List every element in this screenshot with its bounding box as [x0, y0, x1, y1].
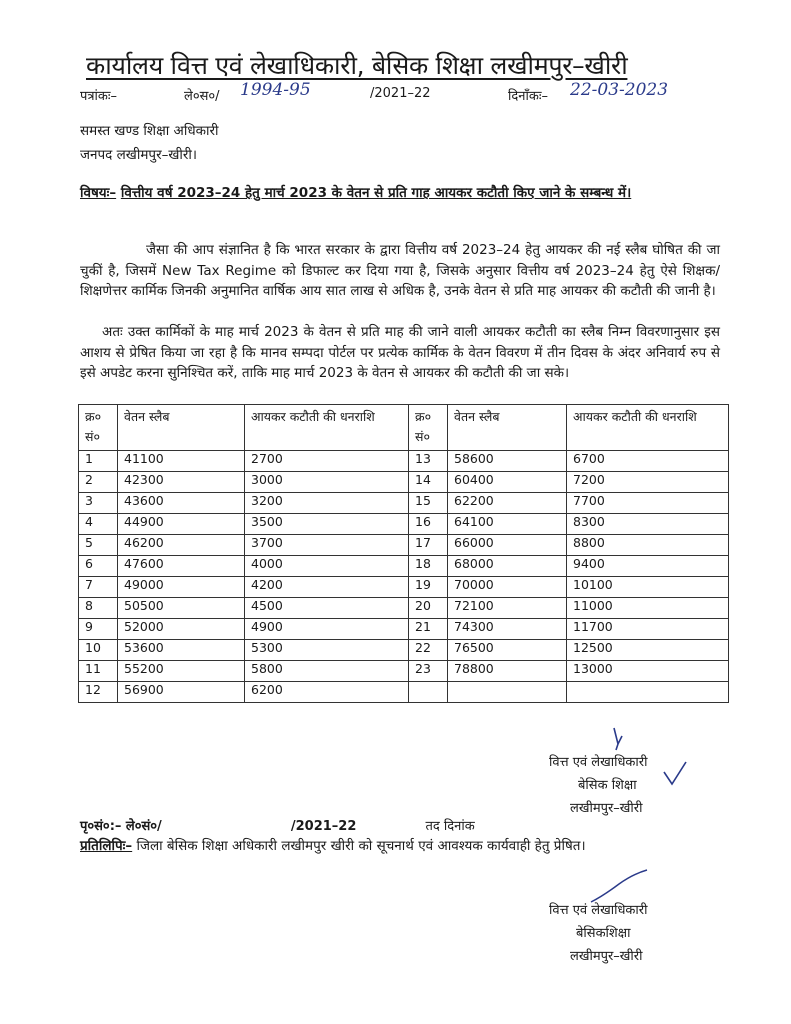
right-tax-amount-cell	[567, 682, 729, 703]
right-tax-amount-cell: 6700	[567, 451, 729, 472]
right-salary-slab-cell: 76500	[448, 640, 567, 661]
table-row	[79, 472, 729, 493]
right-tax-amount-cell: 9400	[567, 556, 729, 577]
dinank-label: दिनाँकः–	[508, 89, 548, 104]
left-tax-amount-cell: 4200	[245, 577, 409, 598]
left-salary-slab-cell: 49000	[118, 577, 245, 598]
right-salary-slab-cell: 62200	[448, 493, 567, 514]
left-salary-slab-cell: 55200	[118, 661, 245, 682]
left-serial-cell: 5	[79, 535, 118, 556]
left-tax-amount-cell: 6200	[245, 682, 409, 703]
right-serial-cell: 14	[409, 472, 448, 493]
right-serial-cell: 23	[409, 661, 448, 682]
signature-2-title: वित्त एवं लेखाधिकारी	[549, 903, 648, 918]
table-row	[79, 577, 729, 598]
copy-reference	[80, 816, 475, 834]
left-salary-slab-cell: 43600	[118, 493, 245, 514]
left-serial-cell: 12	[79, 682, 118, 703]
patrank-label: पत्रांकः–	[80, 89, 118, 104]
left-serial-cell: 4	[79, 514, 118, 535]
right-serial-cell: 19	[409, 577, 448, 598]
right-serial-cell: 17	[409, 535, 448, 556]
right-tax-amount-cell: 11700	[567, 619, 729, 640]
left-salary-slab-cell: 56900	[118, 682, 245, 703]
table-row	[79, 598, 729, 619]
left-serial-cell: 1	[79, 451, 118, 472]
table-row	[79, 493, 729, 514]
signature-1-dept: बेसिक शिक्षा	[578, 778, 637, 793]
right-tax-amount-cell: 11000	[567, 598, 729, 619]
left-tax-amount-cell: 3500	[245, 514, 409, 535]
right-salary-slab-cell: 60400	[448, 472, 567, 493]
right-tax-amount-cell: 12500	[567, 640, 729, 661]
paragraph-2: अतः उक्त कार्मिकों के माह मार्च 2023 के वेतन से प्रति माह की जाने वाली आयकर कटौती का स्लैब निम्न विवरणानुसार इस आशय से प्रेषित किया जा रहा है कि मानव सम्पदा पोर्टल पर प्रत्येक कार्मिक के वेतन विवरण में तीन दिवस के अंदर अनिवार्य रुप से इसे अपडेट करना सुनिश्चित करें, ताकि माह मार्च 2023 के वेतन से आयकर की कटौती की जा सके।	[80, 324, 720, 381]
right-tax-amount-cell: 10100	[567, 577, 729, 598]
recipient-line-1: समस्त खण्ड शिक्षा अधिकारी	[80, 123, 219, 139]
right-salary-slab-cell: 74300	[448, 619, 567, 640]
right-salary-slab-cell: 58600	[448, 451, 567, 472]
table-row	[79, 619, 729, 640]
right-salary-slab-cell	[448, 682, 567, 703]
left-tax-amount-cell: 3700	[245, 535, 409, 556]
left-tax-amount-cell: 4900	[245, 619, 409, 640]
recipient-line-2: जनपद लखीमपुर–खीरी।	[80, 147, 198, 163]
subject-text: वित्तीय वर्ष 2023–24 हेतु मार्च 2023 के वेतन से प्रति गाह आयकर कटौती किए जाने के सम्बन्ध में।	[120, 185, 632, 201]
left-tax-amount-cell: 2700	[245, 451, 409, 472]
header-salary-slab-left: वेतन स्लैब	[118, 405, 245, 451]
header-serial-left: क्र० सं०	[79, 405, 118, 451]
table-header-row	[79, 405, 729, 451]
left-salary-slab-cell: 50500	[118, 598, 245, 619]
left-serial-cell: 7	[79, 577, 118, 598]
copy-ref-label: पृ०सं०:– ले०सं०/	[80, 819, 162, 834]
right-salary-slab-cell: 72100	[448, 598, 567, 619]
copy-label: प्रतिलिपिः–	[80, 838, 133, 854]
left-serial-cell: 3	[79, 493, 118, 514]
right-tax-amount-cell: 7700	[567, 493, 729, 514]
left-serial-cell: 10	[79, 640, 118, 661]
right-serial-cell: 18	[409, 556, 448, 577]
signature-2-dept: बेसिकशिक्षा	[576, 926, 631, 941]
right-salary-slab-cell: 64100	[448, 514, 567, 535]
copy-text: जिला बेसिक शिक्षा अधिकारी लखीमपुर खीरी को सूचनार्थ एवं आवश्यक कार्यवाही हेतु प्रेषित।	[136, 838, 586, 854]
left-salary-slab-cell: 46200	[118, 535, 245, 556]
right-tax-amount-cell: 8800	[567, 535, 729, 556]
left-serial-cell: 9	[79, 619, 118, 640]
right-serial-cell	[409, 682, 448, 703]
header-salary-slab-right: वेतन स्लैब	[448, 405, 567, 451]
table-row	[79, 514, 729, 535]
right-salary-slab-cell: 66000	[448, 535, 567, 556]
right-tax-amount-cell: 8300	[567, 514, 729, 535]
signature-2-place: लखीमपुर–खीरी	[570, 949, 643, 964]
le-label: ले०स०/	[184, 89, 220, 104]
office-header: कार्यालय वित्त एवं लेखाधिकारी, बेसिक शिक्षा लखीमपुर–खीरी	[86, 51, 628, 80]
right-serial-cell: 22	[409, 640, 448, 661]
left-salary-slab-cell: 53600	[118, 640, 245, 661]
handwritten-date: 22-03-2023	[570, 80, 669, 100]
right-salary-slab-cell: 68000	[448, 556, 567, 577]
table-row	[79, 535, 729, 556]
subject	[80, 182, 720, 204]
right-salary-slab-cell: 78800	[448, 661, 567, 682]
left-tax-amount-cell: 5300	[245, 640, 409, 661]
right-tax-amount-cell: 13000	[567, 661, 729, 682]
copy-ref-year: /2021–22	[290, 819, 357, 834]
left-tax-amount-cell: 4500	[245, 598, 409, 619]
right-serial-cell: 15	[409, 493, 448, 514]
left-serial-cell: 2	[79, 472, 118, 493]
left-tax-amount-cell: 3200	[245, 493, 409, 514]
left-tax-amount-cell: 3000	[245, 472, 409, 493]
table-row	[79, 682, 729, 703]
right-tax-amount-cell: 7200	[567, 472, 729, 493]
copy-ref-date: तद दिनांक	[425, 819, 475, 834]
left-tax-amount-cell: 4000	[245, 556, 409, 577]
header-tax-amount-right: आयकर कटौती की धनराशि	[567, 405, 729, 451]
right-serial-cell: 21	[409, 619, 448, 640]
table-row	[79, 451, 729, 472]
tax-slab-table	[78, 404, 729, 703]
left-serial-cell: 8	[79, 598, 118, 619]
paragraph-1: जैसा की आप संज्ञानित है कि भारत सरकार के द्वारा वित्तीय वर्ष 2023–24 हेतु आयकर की नई स्लैब घोषित की जा चुकीं है, जिसमें New Tax Regime को डिफाल्ट कर दिया गया है, जिसके अनुसार वित्तीय वर्ष 2023–24 हेतु ऐसे शिक्षक/शिक्षणेत्तर कार्मिक जिनकी अनुमानित वार्षिक आय सात लाख से अधिक है, उनके वेतन से प्रति माह आयकर की कटौती की जानी है।	[80, 242, 720, 299]
table-row	[79, 556, 729, 577]
left-salary-slab-cell: 52000	[118, 619, 245, 640]
subject-label: विषयः–	[80, 185, 117, 201]
copy-to-line	[80, 836, 720, 856]
right-serial-cell: 13	[409, 451, 448, 472]
right-salary-slab-cell: 70000	[448, 577, 567, 598]
header-tax-amount-left: आयकर कटौती की धनराशि	[245, 405, 409, 451]
table-row	[79, 661, 729, 682]
left-salary-slab-cell: 42300	[118, 472, 245, 493]
left-salary-slab-cell: 41100	[118, 451, 245, 472]
signature-1-title: वित्त एवं लेखाधिकारी	[549, 755, 648, 770]
right-serial-cell: 16	[409, 514, 448, 535]
left-serial-cell: 11	[79, 661, 118, 682]
right-serial-cell: 20	[409, 598, 448, 619]
left-serial-cell: 6	[79, 556, 118, 577]
left-tax-amount-cell: 5800	[245, 661, 409, 682]
header-serial-right: क्र० सं०	[409, 405, 448, 451]
handwritten-ref-number: 1994-95	[240, 80, 311, 100]
signature-1-place: लखीमपुर–खीरी	[570, 801, 643, 816]
left-salary-slab-cell: 44900	[118, 514, 245, 535]
table-row	[79, 640, 729, 661]
left-salary-slab-cell: 47600	[118, 556, 245, 577]
ref-year: /2021–22	[370, 86, 431, 101]
